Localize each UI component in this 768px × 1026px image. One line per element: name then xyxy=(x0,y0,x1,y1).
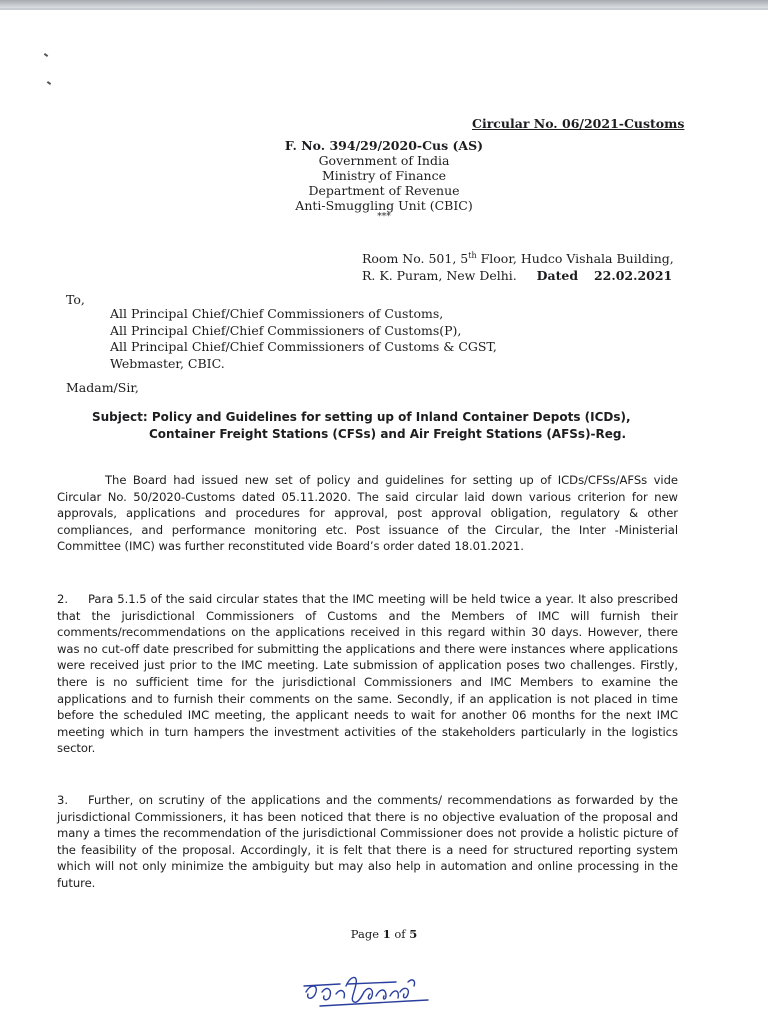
salutation: Madam/Sir, xyxy=(66,380,139,395)
issue-date: 22.02.2021 xyxy=(593,267,673,283)
subject-line-1: Subject: Policy and Guidelines for setting up of Inland Container Depots (ICDs), xyxy=(92,410,631,424)
recipient-item: All Principal Chief/Chief Commissioners of Customs(P), xyxy=(110,322,462,338)
page-current: 1 xyxy=(382,927,391,941)
circular-number: Circular No. 06/2021-Customs xyxy=(472,116,685,131)
address-block xyxy=(362,248,674,284)
scan-speck xyxy=(47,81,51,85)
header-line-unit: Anti-Smuggling Unit (CBIC) xyxy=(295,198,473,213)
scan-speck xyxy=(44,53,48,57)
paragraph-1 xyxy=(57,472,678,555)
signature xyxy=(300,970,440,1014)
dated-label: Dated xyxy=(536,267,579,283)
paragraph-1-text: The Board had issued new set of policy and guidelines for setting up of ICDs/CFSs/AFSs vide Circular No. 50/2020-Customs dated 05.11.2020. The said circular laid down various criterion for new approvals, applications and procedures for approval, post approval obligation, regulatory & other compliances, and performance monitoring etc. Post issuance of the Circular, the Inter -Ministerial Committee (IMC) was further reconstituted vide Board’s order dated 18.01.2021. xyxy=(57,473,678,554)
header-line-government: Government of India xyxy=(318,153,450,168)
address-line-2: R. K. Puram, New Delhi. Dated 22.02.2021 xyxy=(362,267,673,283)
recipient-item: All Principal Chief/Chief Commissioners of Customs, xyxy=(110,306,444,321)
page-footer: Page 1 of 5 xyxy=(350,927,418,941)
document-page xyxy=(0,8,768,1026)
paragraph-number: 2. xyxy=(57,592,68,606)
paragraph-number: 3. xyxy=(57,793,68,807)
page-total: 5 xyxy=(409,927,418,941)
subject xyxy=(0,409,768,442)
to-label: To, xyxy=(66,292,85,307)
file-number: F. No. 394/29/2020-Cus (AS) xyxy=(284,138,484,153)
header-block xyxy=(0,138,768,222)
recipient-list xyxy=(110,306,497,372)
paragraph-2-text: Para 5.1.5 of the said circular states that the IMC meeting will be held twice a year. It also prescribed that the jurisdictional Commissioners of Customs and the Members of IMC will furnish their comments/recommendations on the applications received in this regard within 30 days. However, there was no cut-off date prescribed for submitting the applications and there were instances where applications were received just prior to the IMC meeting. Late submission of application poses two challenges. Firstly, there is no sufficient time for the jurisdictional Commissioners and IMC Members to examine the applications and to furnish their comments on the same. Secondly, if an application is not placed in time before the scheduled IMC meeting, the applicant needs to wait for another 06 months for the next IMC meeting which in turn hampers the investment activities of the stakeholders particularly in the logistics sector. xyxy=(57,592,678,756)
scan-top-edge xyxy=(0,0,768,8)
recipient-item: Webmaster, CBIC. xyxy=(110,355,225,371)
header-separator: *** xyxy=(377,212,391,222)
address-line-1: Room No. 501, 5th Floor, Hudco Vishala Building, xyxy=(362,251,674,267)
header-line-ministry: Ministry of Finance xyxy=(321,168,447,183)
paragraph-2 xyxy=(57,591,678,757)
paragraph-3-text: Further, on scrutiny of the applications and the comments/ recommendations as forwarded by the jurisdictional Commissioners, it has been noticed that there is no objective evaluation of the proposal and many a times the recommendation of the jurisdictional Commissioner does not provide a holistic picture of the feasibility of the proposal. Accordingly, it is felt that there is a need for structured reporting system which will not only minimize the ambiguity but may also help in automation and online processing in the future. xyxy=(57,793,678,890)
subject-line-2: Container Freight Stations (CFSs) and Air Freight Stations (AFSs)-Reg. xyxy=(149,426,627,441)
paragraph-3 xyxy=(57,792,678,892)
recipient-item: All Principal Chief/Chief Commissioners of Customs & CGST, xyxy=(110,339,497,354)
header-line-department: Department of Revenue xyxy=(308,183,460,198)
